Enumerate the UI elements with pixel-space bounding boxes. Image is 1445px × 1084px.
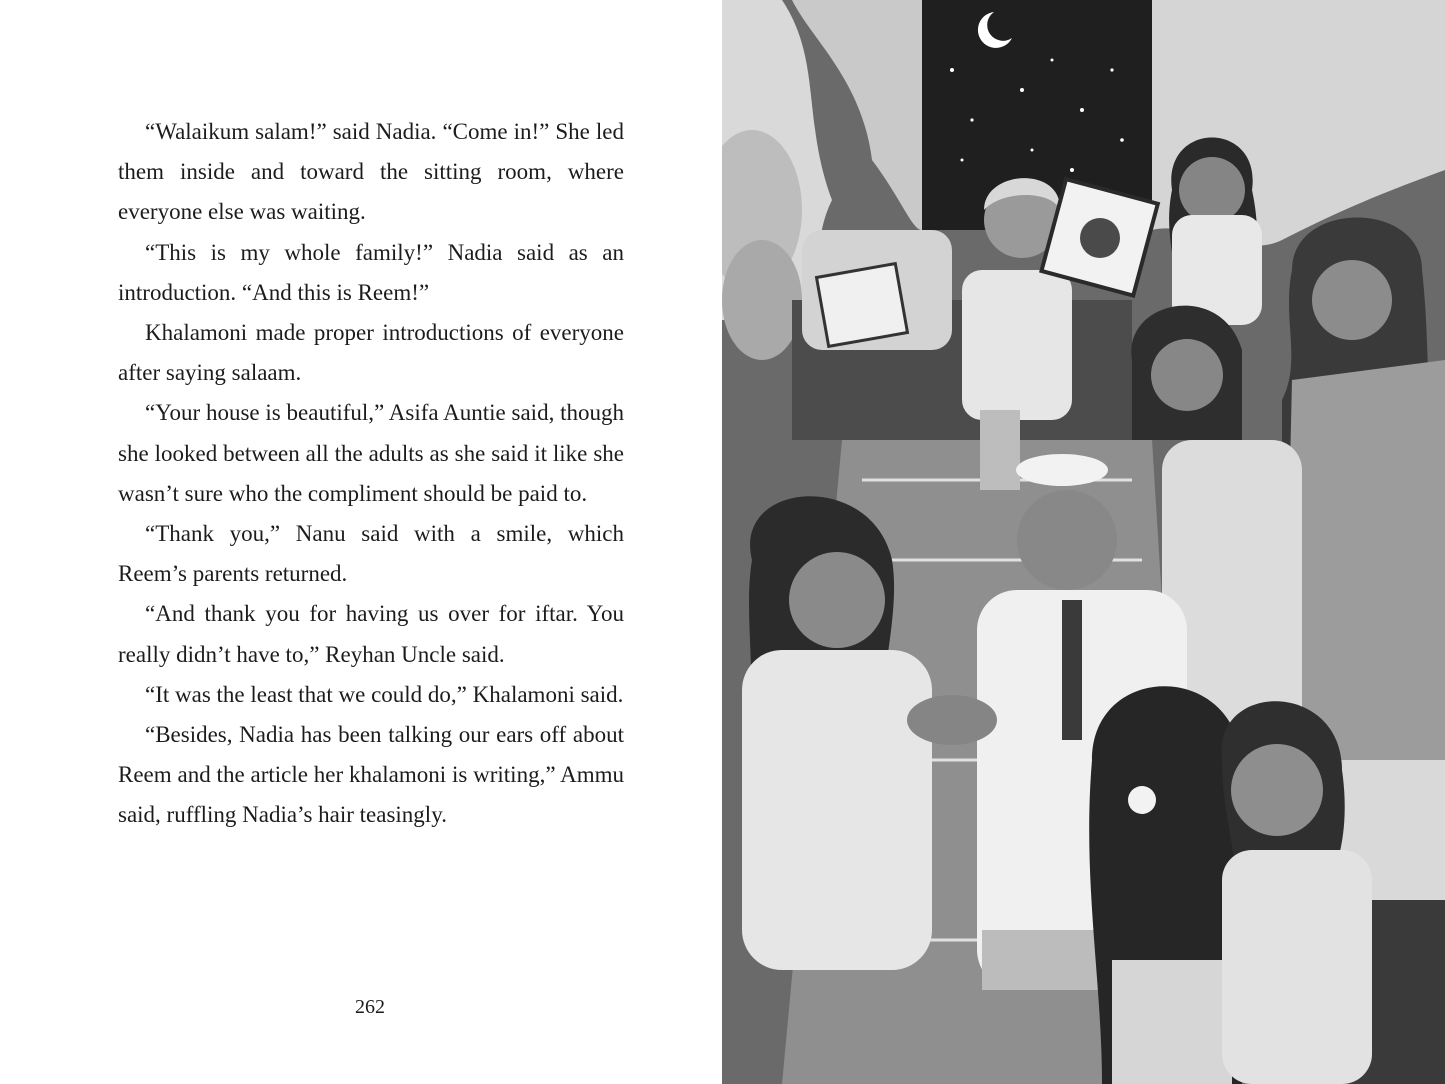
girl-back-view-dress bbox=[1112, 960, 1232, 1084]
left-page bbox=[0, 0, 722, 1084]
paragraph-5: “Thank you,” Nanu said with a smile, which Reem’s parents returned. bbox=[118, 521, 624, 587]
girl-left-face bbox=[789, 552, 885, 648]
paragraph-6: “And thank you for having us over for iftar. You really didn’t have to,” Reyhan Uncle said. bbox=[118, 601, 624, 667]
girl-left-dress bbox=[742, 650, 932, 970]
family-gathering-illustration bbox=[722, 0, 1445, 1084]
butterfly-clip-icon bbox=[1128, 786, 1156, 814]
woman-middle-face bbox=[1151, 339, 1223, 411]
paragraph-2: “This is my whole family!” Nadia said as an introduction. “And this is Reem!” bbox=[118, 239, 624, 305]
girl-smiling-face bbox=[1231, 744, 1323, 836]
boy-face bbox=[1017, 490, 1117, 590]
cushion-pattern bbox=[817, 264, 908, 347]
paragraph-7: “It was the least that we could do,” Khalamoni said. bbox=[145, 681, 624, 707]
holding-hands bbox=[907, 695, 997, 745]
paragraph-8: “Besides, Nadia has been talking our ears off about Reem and the article her khalamoni is writing,” Ammu said, ruffling Nadia’s hair teasingly. bbox=[118, 722, 624, 828]
story-text bbox=[118, 112, 624, 836]
flower-icon bbox=[1080, 218, 1120, 258]
paragraph-3: Khalamoni made proper introductions of everyone after saying salaam. bbox=[118, 320, 624, 386]
plant-left-lower bbox=[722, 240, 802, 360]
paragraph-4: “Your house is beautiful,” Asifa Auntie said, though she looked between all the adults as she said it like she wasn’t sure who the compliment should be paid to. bbox=[118, 400, 624, 506]
girl-smiling-dress bbox=[1222, 850, 1372, 1084]
boy-cap bbox=[1016, 454, 1108, 486]
grandmother-dress bbox=[962, 270, 1072, 420]
grandmother-legs bbox=[980, 410, 1020, 490]
girl-back-face-front bbox=[1179, 157, 1245, 223]
mother-right-face bbox=[1312, 260, 1392, 340]
boy-kurta-buttons bbox=[1062, 600, 1082, 740]
illustration-page bbox=[722, 0, 1445, 1084]
page-number: 262 bbox=[355, 996, 385, 1018]
paragraph-1: “Walaikum salam!” said Nadia. “Come in!” She led them inside and toward the sitting room, where everyone else was waiting. bbox=[118, 119, 624, 225]
